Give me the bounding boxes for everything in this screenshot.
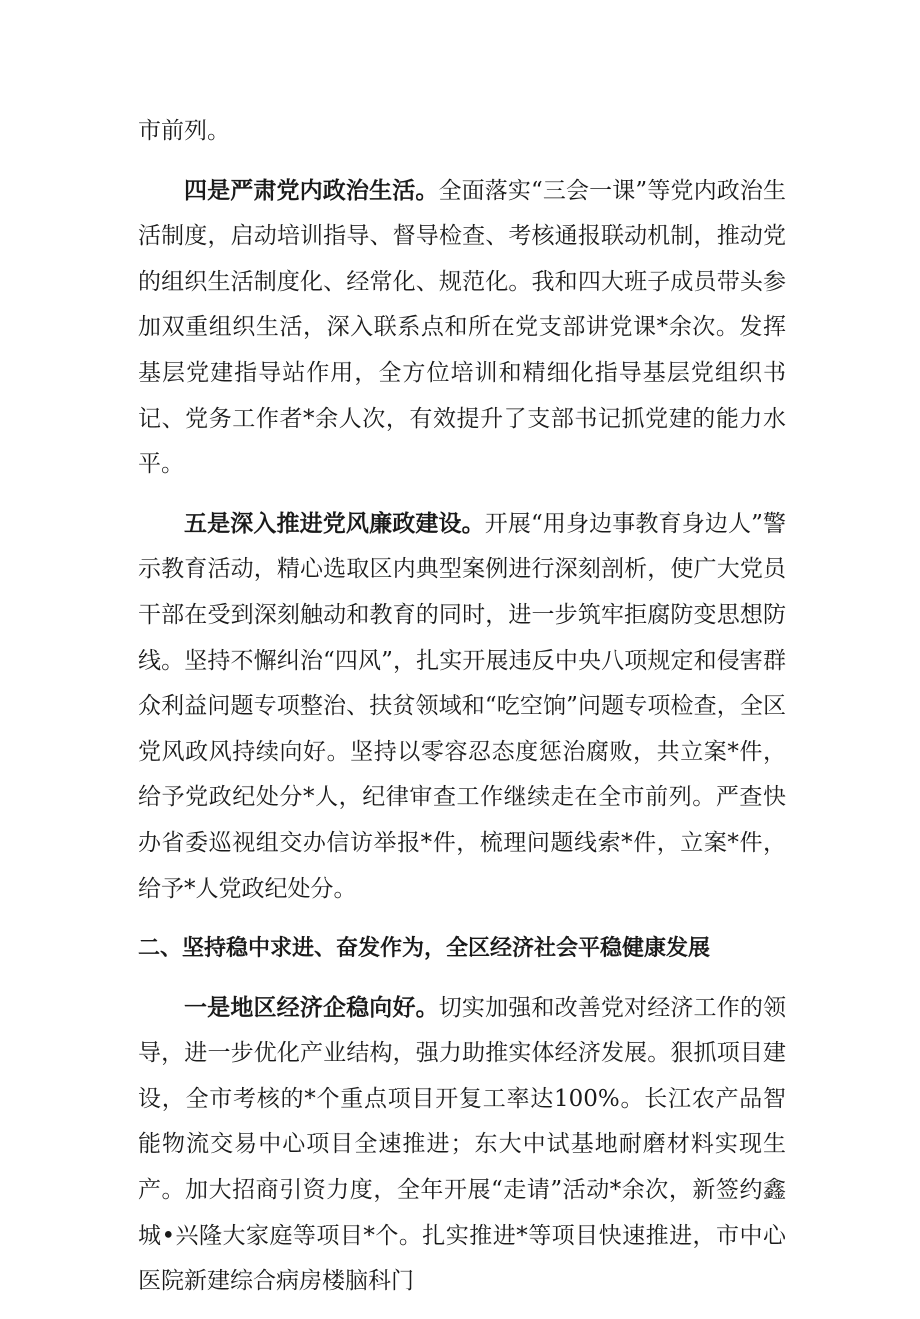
paragraph-body: 全面落实“三会一课”等党内政治生活制度，启动培训指导、督导检查、考核通报联动机制，推动党的组织生活制度化、经常化、规范化。我和四大班子成员带头参加双重组织生活，深入联系点和所在党支部讲党课*余次。发挥基层党建指导站作用，全方位培训和精细化指导基层党组织书记、党务工作者*余人次，有效提升了支部书记抓党建的能力水平。 — [138, 177, 786, 478]
paragraph-item-4 — [138, 169, 786, 488]
paragraph-lead: 四是严肃党内政治生活。 — [184, 177, 439, 204]
paragraph-body: 开展“用身边事教育身边人”警示教育活动，精心选取区内典型案例进行深刻剖析，使广大党员干部在受到深刻触动和教育的同时，进一步筑牢拒腐防变思想防线。坚持不懈纠治“四风”，扎实开展违反中央八项规定和侵害群众利益问题专项整治、扶贫领域和“吃空饷”问题专项检查，全区党风政风持续向好。坚持以零容忍态度惩治腐败，共立案*件，给予党政纪处分*人，纪律审查工作继续走在全市前列。严查快办省委巡视组交办信访举报*件，梳理问题线索*件，立案*件，给予*人党政纪处分。 — [138, 510, 786, 902]
paragraph-lead: 五是深入推进党风廉政建设。 — [184, 510, 485, 537]
paragraph-body: 市前列。 — [138, 118, 230, 144]
paragraph-body: 切实加强和改善党对经济工作的领导，进一步优化产业结构，强力助推实体经济发展。狠抓项目建设，全市考核的*个重点项目开复工率达100%。长江农产品智能物流交易中心项目全速推进；东大中试基地耐磨材料实现生产。加大招商引资力度，全年开展“走请”活动*余次，新签约鑫城•兴隆大家庭等项目*个。扎实推进*等项目快速推进，市中心医院新建综合病房楼脑科门 — [138, 994, 787, 1295]
paragraph-continuation — [138, 109, 786, 155]
document-body — [138, 109, 786, 1319]
paragraph-lead: 一是地区经济企稳向好。 — [184, 994, 439, 1021]
paragraph-item-1 — [138, 986, 786, 1305]
paragraph-item-5 — [138, 502, 786, 912]
section-heading: 二、坚持稳中求进、奋发作为，全区经济社会平稳健康发展 — [138, 936, 711, 962]
